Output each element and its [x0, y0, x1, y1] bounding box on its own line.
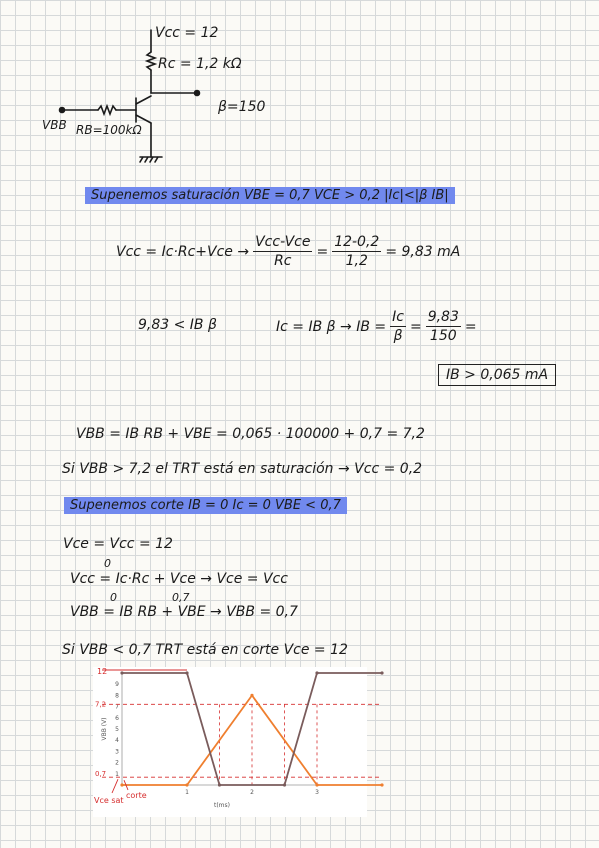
x-tick-label: 2	[250, 789, 254, 796]
rc-label: Rc = 1,2 kΩ	[158, 56, 242, 72]
beta-label: β=150	[218, 99, 266, 115]
y-tick-label: 9	[115, 681, 119, 689]
annotation-vce-arrow	[112, 779, 118, 793]
rb-label: RB=100kΩ	[76, 123, 142, 137]
vcc-label: Vcc = 12	[155, 25, 219, 41]
annotation-cutoff-level: 0,7	[95, 770, 107, 779]
series-point	[250, 694, 253, 697]
series-point	[120, 783, 123, 786]
series-point	[315, 783, 318, 786]
annotation-corte: corte	[126, 791, 147, 800]
x-tick-label: 1	[185, 789, 189, 796]
series-point	[380, 671, 383, 674]
equals-sign: =	[409, 318, 422, 335]
y-axis-label: VBB (V)	[101, 717, 108, 741]
equals-sign: =	[464, 318, 477, 335]
y-tick-label: 8	[115, 692, 119, 700]
ic-equation: Ic = IB β → IB =	[276, 318, 387, 335]
y-tick-label: 1	[115, 770, 119, 778]
series-point	[185, 783, 188, 786]
x-axis-label: t(ms)	[213, 802, 231, 809]
cutoff-line-2-mark: 0	[104, 557, 111, 570]
series-point	[380, 783, 383, 786]
fraction-denominator: β	[393, 328, 403, 344]
annotation-saturation-level: 7,2	[95, 700, 107, 709]
vbb-equation: VBB = IB RB + VBE = 0,065 · 100000 + 0,7 = 7,2	[76, 426, 425, 442]
fraction-denominator: 1,2	[345, 253, 368, 269]
series-point	[218, 783, 221, 786]
y-tick-label: 6	[115, 714, 119, 722]
cutoff-line-3: VBB = IB RB + VBE → VBB = 0,7	[70, 604, 298, 620]
fraction-numerator: Vcc-Vce	[255, 234, 311, 250]
saturation-conclusion: Si VBB > 7,2 el TRT está en saturación → Vcc = 0,2	[62, 461, 423, 477]
fraction-numerator: 9,83	[427, 309, 459, 325]
vbb-label: VBB	[42, 118, 67, 132]
cutoff-assumption: Supenemos corte IB = 0 Ic = 0 VBE < 0,7	[64, 497, 347, 514]
y-tick-label: 5	[115, 726, 119, 733]
fraction-denominator: 150	[429, 328, 457, 344]
fraction-numerator: Ic	[392, 309, 404, 325]
series-point	[283, 783, 286, 786]
series-point	[185, 671, 188, 674]
base-current-result-box: IB > 0,065 mA	[438, 364, 556, 386]
annotation-top-value: 12	[97, 667, 108, 676]
y-tick-label: 4	[115, 737, 119, 745]
annotation-vce-sat: Vce sat	[94, 796, 124, 805]
equation-lhs: Vcc = Ic·Rc+Vce →	[116, 243, 250, 260]
y-tick-label: 3	[115, 748, 119, 756]
cutoff-line-2: Vcc = Ic·Rc + Vce → Vce = Vcc	[70, 571, 288, 587]
cutoff-line-3-mark-2: 0,7	[172, 591, 190, 604]
y-tick-label: 2	[115, 759, 119, 767]
saturation-assumption: Supenemos saturación VBE = 0,7 VCE > 0,2 |Ic|<|β IB|	[85, 187, 455, 204]
series-point	[315, 671, 318, 674]
equals-sign: =	[316, 243, 329, 260]
series-point	[120, 671, 123, 674]
cutoff-conclusion: Si VBB < 0,7 TRT está en corte Vce = 12	[62, 642, 348, 658]
fraction-numerator: 12-0,2	[334, 234, 380, 250]
fraction-denominator: Rc	[274, 253, 292, 269]
cutoff-line-1: Vce = Vcc = 12	[63, 536, 173, 552]
equation-result: = 9,83 mA	[385, 243, 461, 260]
x-tick-label: 3	[315, 789, 319, 796]
cutoff-line-3-mark-1: 0	[110, 591, 117, 604]
y-tick-label: 7	[115, 703, 119, 711]
current-inequality: 9,83 < IB β	[138, 317, 217, 333]
